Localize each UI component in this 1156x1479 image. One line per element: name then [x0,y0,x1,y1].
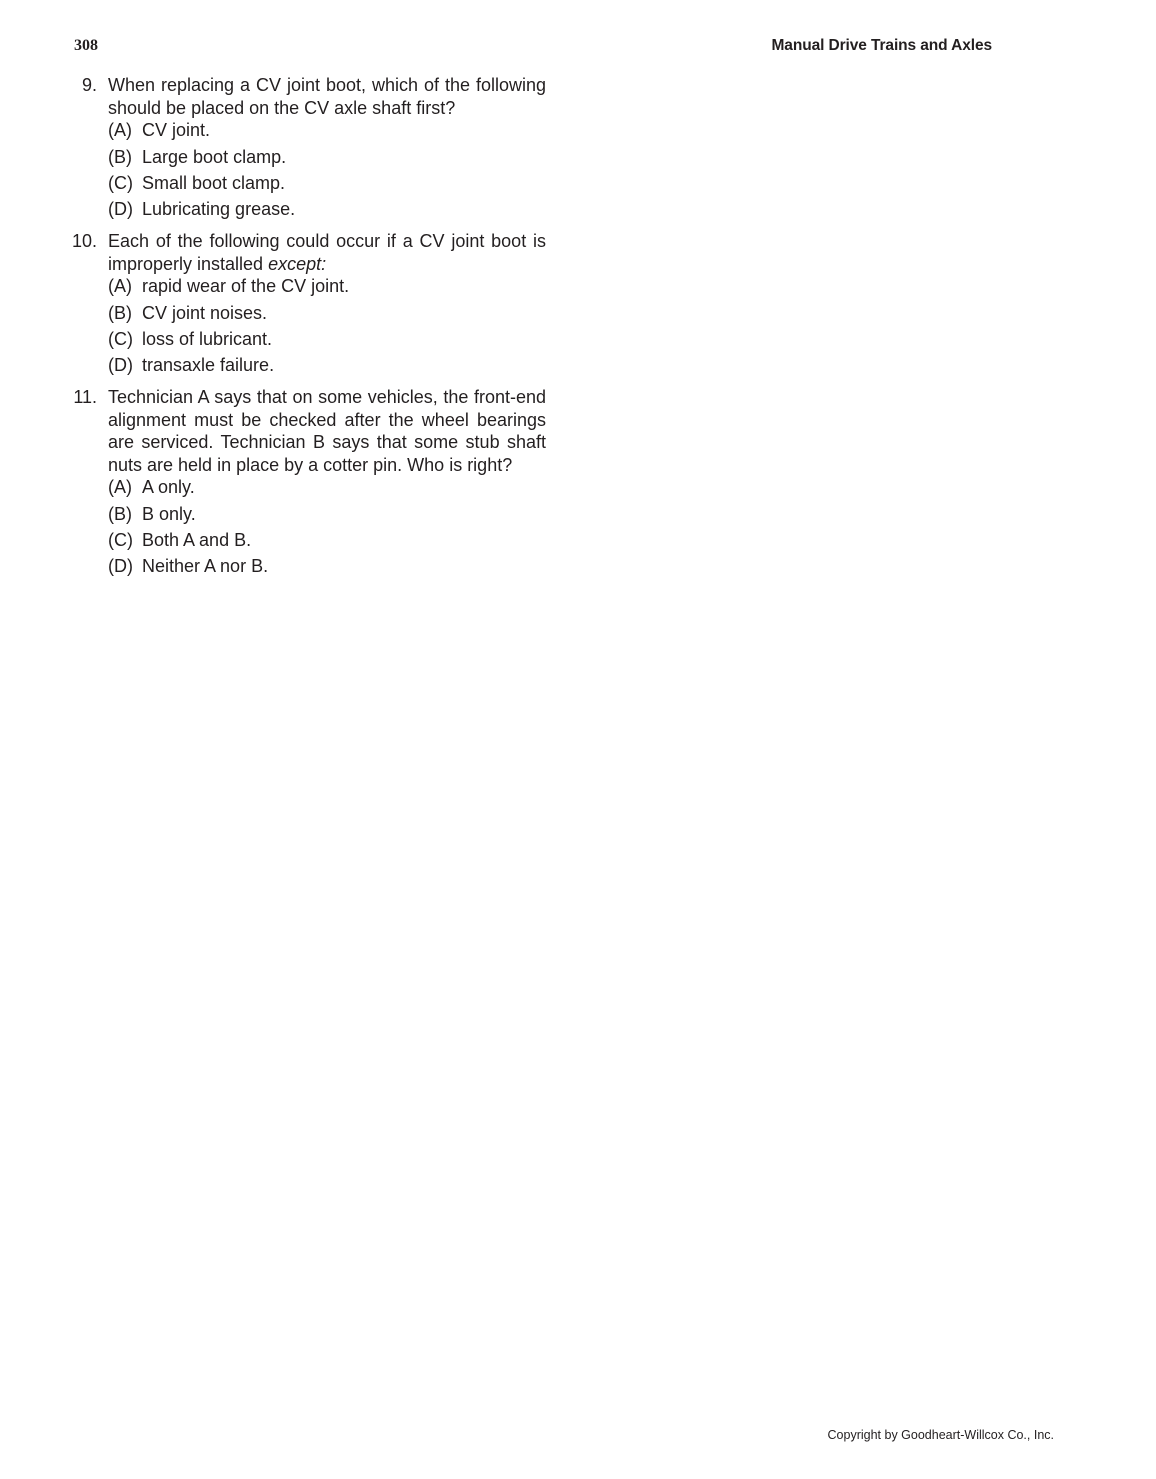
option-text: rapid wear of the CV joint. [142,276,350,297]
option-a [108,476,546,499]
option-letter: (C) [108,530,133,551]
option-letter: (B) [108,302,132,323]
option-letter: (A) [108,477,132,498]
option-text: loss of lubricant. [142,328,273,349]
question-9 [66,74,546,221]
option-text: CV joint noises. [142,302,268,323]
question-11 [66,386,546,578]
answer-options [108,119,546,221]
option-text: CV joint. [142,120,211,141]
question-stem-text: Each of the following could occur if a CV joint boot is improperly installed [108,230,546,274]
question-10 [66,230,546,377]
question-number: 11. [73,386,97,407]
option-letter: (A) [108,276,132,297]
option-b [108,146,546,169]
option-c [108,529,546,552]
option-letter: (B) [108,503,132,524]
page-number: 308 [74,37,98,54]
question-stem: Technician A says that on some vehicles, the front-end alignment must be checked after the wheel bearings are serviced. Technician B says that some stub shaft nuts are held in place by a cotter pin. Who is right? [108,386,546,475]
option-text: B only. [142,503,196,524]
answer-options [108,476,546,578]
question-number: 9. [81,75,97,95]
option-text: Lubricating grease. [142,199,296,220]
question-list [66,74,546,587]
question-stem: When replacing a CV joint boot, which of the following should be placed on the CV axle shaft first? [108,75,546,118]
option-b [108,503,546,526]
option-text: Neither A nor B. [142,556,269,577]
question-stem-emphasis: except: [268,253,327,274]
option-b [108,302,546,325]
option-letter: (B) [108,146,132,167]
option-text: Small boot clamp. [142,172,286,193]
option-d [108,354,546,377]
option-letter: (A) [108,120,132,141]
answer-options [108,275,546,377]
option-text: transaxle failure. [142,355,275,376]
option-letter: (C) [108,328,133,349]
option-letter: (D) [108,355,133,376]
option-d [108,198,546,221]
option-a [108,119,546,142]
option-text: Large boot clamp. [142,146,287,167]
option-c [108,172,546,195]
option-a [108,275,546,298]
option-letter: (D) [108,199,133,220]
option-text: A only. [142,477,195,498]
running-head-title: Manual Drive Trains and Axles [771,37,992,54]
option-letter: (D) [108,556,133,577]
option-letter: (C) [108,172,133,193]
option-c [108,328,546,351]
question-number: 10. [71,230,97,251]
question-stem [108,230,546,275]
option-text: Both A and B. [142,530,252,551]
option-d [108,555,546,578]
copyright-notice: Copyright by Goodheart-Willcox Co., Inc. [827,1428,1054,1442]
